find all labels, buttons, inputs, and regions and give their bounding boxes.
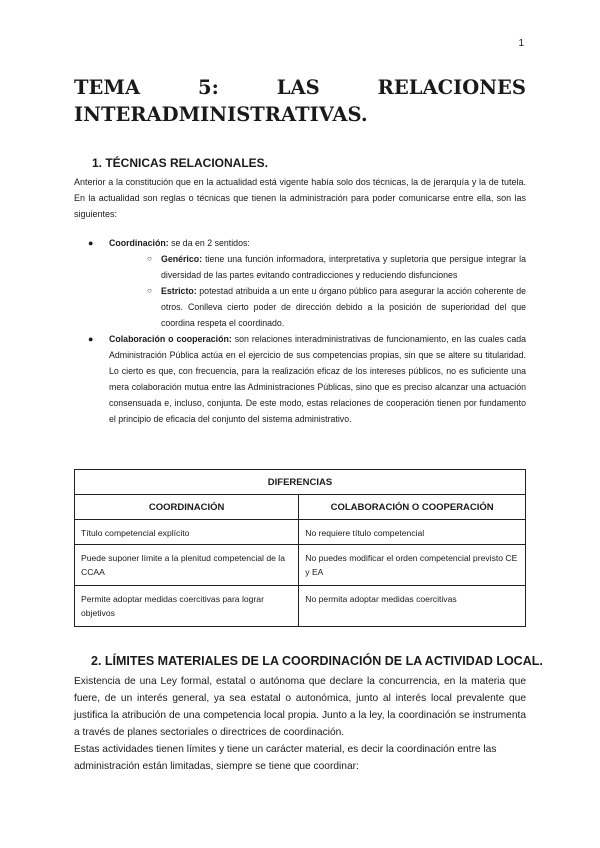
section-heading-1: 1. TÉCNICAS RELACIONALES. xyxy=(92,156,269,170)
bullet-text: son relaciones interadministrativas de funcionamiento, en las cuales cada Administración Pública actúa en el ejercicio de sus competencias propias, sin que se altere su titularidad. Lo cierto es que, con frecuencia, para la realización eficaz de los intereses públicos, no es suficiente una mera colaboración mutua entre las Administraciones Públicas, sino que es preciso alcanzar una actuación consensuada e, incluso, conjunta. De este modo, estas relaciones de cooperación tienen por fundamento el principio de eficacia del conjunto del sistema administrativo. xyxy=(109,334,526,424)
section-heading-2: 2. LÍMITES MATERIALES DE LA COORDINACIÓN DE LA ACTIVIDAD LOCAL. xyxy=(91,654,543,668)
bullet-text: se da en 2 sentidos: xyxy=(168,238,250,248)
table-row xyxy=(75,520,526,545)
table-row xyxy=(75,586,526,627)
column-header: COORDINACIÓN xyxy=(75,495,299,520)
paragraph: Estas actividades tienen límites y tiene un carácter material, es decir la coordinación entre las administración están limitadas, siempre se tiene que coordinar: xyxy=(74,744,497,772)
differences-table xyxy=(74,469,526,627)
section-2-body xyxy=(74,673,526,775)
title-word: 5: xyxy=(198,76,219,99)
table-cell: Título competencial explícito xyxy=(75,520,299,545)
page-title xyxy=(74,74,526,128)
intro-paragraph: Anterior a la constitución que en la actualidad está vigente había solo dos técnicas, la de jerarquía y la de tutela. En la actualidad son reglas o técnicas que tienen la administración para poder comunicarse entre ella, son las siguientes: xyxy=(74,177,526,219)
table-caption: DIFERENCIAS xyxy=(75,470,526,495)
table-cell: Permite adoptar medidas coercitivas para lograr objetivos xyxy=(75,586,299,627)
bullet-label: Colaboración o cooperación: xyxy=(109,334,232,344)
title-word: LAS xyxy=(276,76,320,99)
sub-item-estricto xyxy=(109,283,526,331)
table-cell: No puedes modificar el orden competencial previsto CE y EA xyxy=(299,545,526,586)
sub-text: tiene una función informadora, interpretativa y supletoria que persigue integrar la diversidad de las partes evitando contradicciones y reduciendo disfunciones xyxy=(161,254,526,280)
bullet-icon: ● xyxy=(88,334,94,344)
table-cell: No permita adoptar medidas coercitivas xyxy=(299,586,526,627)
sub-text: potestad atribuida a un ente u órgano público para asegurar la acción coherente de otros. Conlleva cierto poder de dirección debido a la posición de superioridad del que coordina respeta el coordinado. xyxy=(161,286,526,328)
circle-bullet-icon: ○ xyxy=(147,286,152,295)
table-cell: No requiere título competencial xyxy=(299,520,526,545)
sub-label: Genérico: xyxy=(161,254,203,264)
circle-bullet-icon: ○ xyxy=(147,254,152,263)
title-line-2: INTERADMINISTRATIVAS. xyxy=(74,103,368,126)
list-item-colaboracion xyxy=(74,331,526,427)
list-item-coordinacion xyxy=(74,235,526,331)
table-row xyxy=(75,545,526,586)
techniques-list xyxy=(74,235,526,427)
title-line-1 xyxy=(74,74,526,101)
table-cell: Puede suponer límite a la plenitud competencial de la CCAA xyxy=(75,545,299,586)
sub-item-generico xyxy=(109,251,526,283)
column-header: COLABORACIÓN O COOPERACIÓN xyxy=(299,495,526,520)
sub-list xyxy=(109,251,526,331)
bullet-icon: ● xyxy=(88,238,94,248)
bullet-label: Coordinación: xyxy=(109,238,169,248)
title-word: TEMA xyxy=(74,76,141,99)
paragraph: Existencia de una Ley formal, estatal o autónoma que declare la concurrencia, en la materia que fuere, de un interés general, ya sea estatal o autonómica, junto al interés local prevalente que justifica la atribución de una competencia local propia. Junto a la ley, la coordinación se instrumenta a través de planes sectoriales o directrices de coordinación. xyxy=(74,676,526,738)
page-number: 1 xyxy=(518,38,524,49)
sub-label: Estricto: xyxy=(161,286,197,296)
title-word: RELACIONES xyxy=(377,76,526,99)
